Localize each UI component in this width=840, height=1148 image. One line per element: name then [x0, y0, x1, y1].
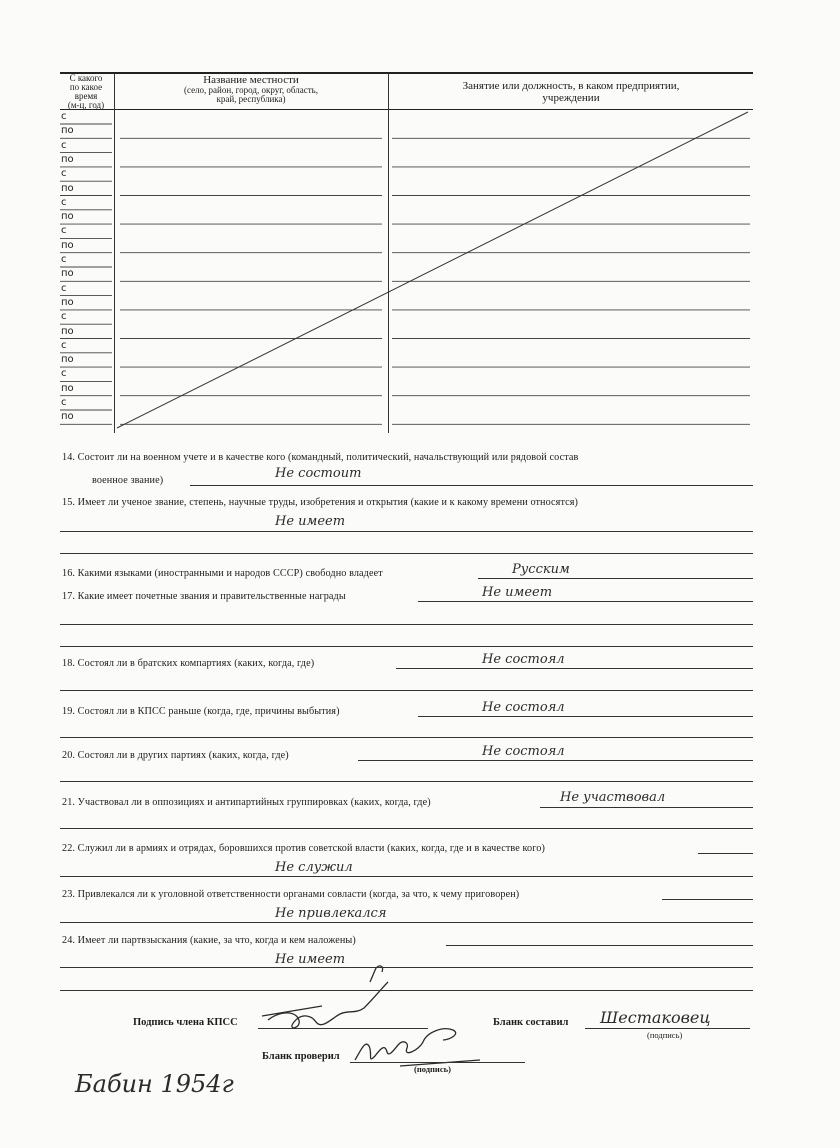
answer-line-20a [358, 760, 753, 761]
answer-line-24a [446, 945, 753, 946]
row-label-from: с [61, 139, 67, 151]
answer-line-14 [190, 485, 753, 486]
row-label-from: с [61, 225, 67, 237]
col3-header-title: Занятие или должность, в каком предприятии, [462, 80, 680, 92]
table-grid [60, 124, 750, 424]
answer-22[interactable]: Не служил [275, 860, 353, 875]
row-label-from: с [61, 111, 67, 122]
answer-23[interactable]: Не привлекался [275, 906, 387, 921]
question-22: 22. Служил ли в армиях и отрядах, боровшихся против советской власти (каких, когда, где и в качестве кого) [62, 843, 545, 854]
checker-signature-line[interactable] [350, 1062, 525, 1063]
answer-14[interactable]: Не состоит [275, 466, 362, 481]
footer-handwritten-note: Бабин 1954г [75, 1070, 234, 1098]
member-signature-label: Подпись члена КПСС [133, 1017, 238, 1028]
answer-line-15a [60, 531, 753, 532]
answer-17[interactable]: Не имеет [482, 585, 553, 600]
col1-header-line: по какое [69, 82, 103, 92]
answer-line-24c [60, 990, 753, 991]
answer-24[interactable]: Не имеет [275, 952, 346, 967]
answer-line-16 [478, 578, 753, 579]
answer-18[interactable]: Не состоял [482, 652, 565, 667]
question-23: 23. Привлекался ли к уголовной ответственности органами совласти (когда, за что, к чему приговорен) [62, 889, 520, 900]
checker-label: Бланк проверил [262, 1051, 340, 1062]
checker-signature-drawing [355, 1029, 480, 1066]
row-label-to: по [61, 296, 74, 308]
question-17: 17. Какие имеет почетные звания и правительственные награды [62, 591, 346, 602]
col1-header-line: С какого [69, 73, 103, 83]
compiler-signature-line [585, 1028, 750, 1029]
question-20: 20. Состоял ли в других партиях (каких, когда, где) [62, 750, 289, 761]
answer-21[interactable]: Не участвовал [560, 790, 666, 805]
answer-line-17c [60, 646, 753, 647]
row-label-to: по [61, 382, 74, 394]
answer-line-18a [396, 668, 753, 669]
row-label-from: с [61, 339, 67, 351]
question-18: 18. Состоял ли в братских компартиях (каких, когда, где) [62, 658, 315, 669]
row-label-to: по [61, 325, 74, 337]
row-label-to: по [61, 411, 74, 423]
row-label-from: с [61, 168, 67, 180]
row-label-from: с [61, 397, 67, 408]
row-label-to: по [61, 354, 74, 366]
row-label-from: с [61, 311, 67, 323]
col3-header-line: учреждении [542, 92, 600, 104]
answer-line-21a [540, 807, 753, 808]
answer-20[interactable]: Не состоял [482, 744, 565, 759]
compiler-label: Бланк составил [493, 1017, 569, 1028]
question-19: 19. Состоял ли в КПСС раньше (когда, где, причины выбытия) [62, 706, 340, 717]
row-label-from: с [61, 196, 67, 208]
row-label-to: по [61, 153, 74, 165]
col2-header-line: (село, район, город, округ, область, [183, 85, 319, 95]
answer-16[interactable]: Русским [512, 562, 570, 577]
col1-header-line: (м-ц, год) [67, 100, 105, 110]
member-signature-line[interactable] [258, 1028, 428, 1029]
question-16: 16. Какими языками (иностранными и народов СССР) свободно владеет [62, 568, 383, 579]
question-14-line2: военное звание) [92, 475, 164, 486]
question-15: 15. Имеет ли ученое звание, степень, научные труды, изобретения и открытия (какие и к какому времени относятся) [62, 497, 579, 508]
row-label-to: по [61, 125, 74, 137]
answer-line-23a [662, 899, 753, 900]
answer-line-19b [60, 737, 753, 738]
answer-line-22a [698, 853, 753, 854]
row-label-from: с [61, 254, 67, 265]
row-label-to: по [61, 211, 74, 223]
question-14: 14. Состоит ли на военном учете и в качестве кого (командный, политический, начальствующий или рядовой состав [62, 452, 579, 463]
question-21: 21. Участвовал ли в оппозициях и антипартийных группировках (каких, когда, где) [62, 797, 431, 808]
checker-sublabel: (подпись) [414, 1064, 451, 1074]
table-diagonal-strike [117, 112, 748, 428]
row-label-from: с [61, 282, 67, 294]
row-label-to: по [61, 182, 74, 194]
answer-line-15b [60, 553, 753, 554]
row-label-to: по [61, 239, 74, 251]
member-signature-drawing [262, 966, 388, 1028]
row-label-from: с [61, 368, 67, 380]
answer-line-17a [418, 601, 753, 602]
row-label-to: по [61, 268, 74, 280]
answer-line-19a [418, 716, 753, 717]
compiler-signature[interactable]: Шестаковец [600, 1008, 711, 1027]
col2-header-title: Название местности [203, 74, 299, 86]
answer-line-18b [60, 690, 753, 691]
answer-line-23b [60, 922, 753, 923]
answer-15[interactable]: Не имеет [275, 514, 346, 529]
question-24: 24. Имеет ли партвзыскания (какие, за что, когда и кем наложены) [62, 935, 356, 946]
answer-line-24b [60, 967, 753, 968]
col2-header-line: край, республика) [216, 94, 286, 104]
col1-header-line: время [74, 91, 98, 101]
answer-line-17b [60, 624, 753, 625]
compiler-sublabel: (подпись) [647, 1030, 683, 1040]
answer-line-21b [60, 828, 753, 829]
answer-line-22b [60, 876, 753, 877]
answer-line-20b [60, 781, 753, 782]
answer-19[interactable]: Не состоял [482, 700, 565, 715]
